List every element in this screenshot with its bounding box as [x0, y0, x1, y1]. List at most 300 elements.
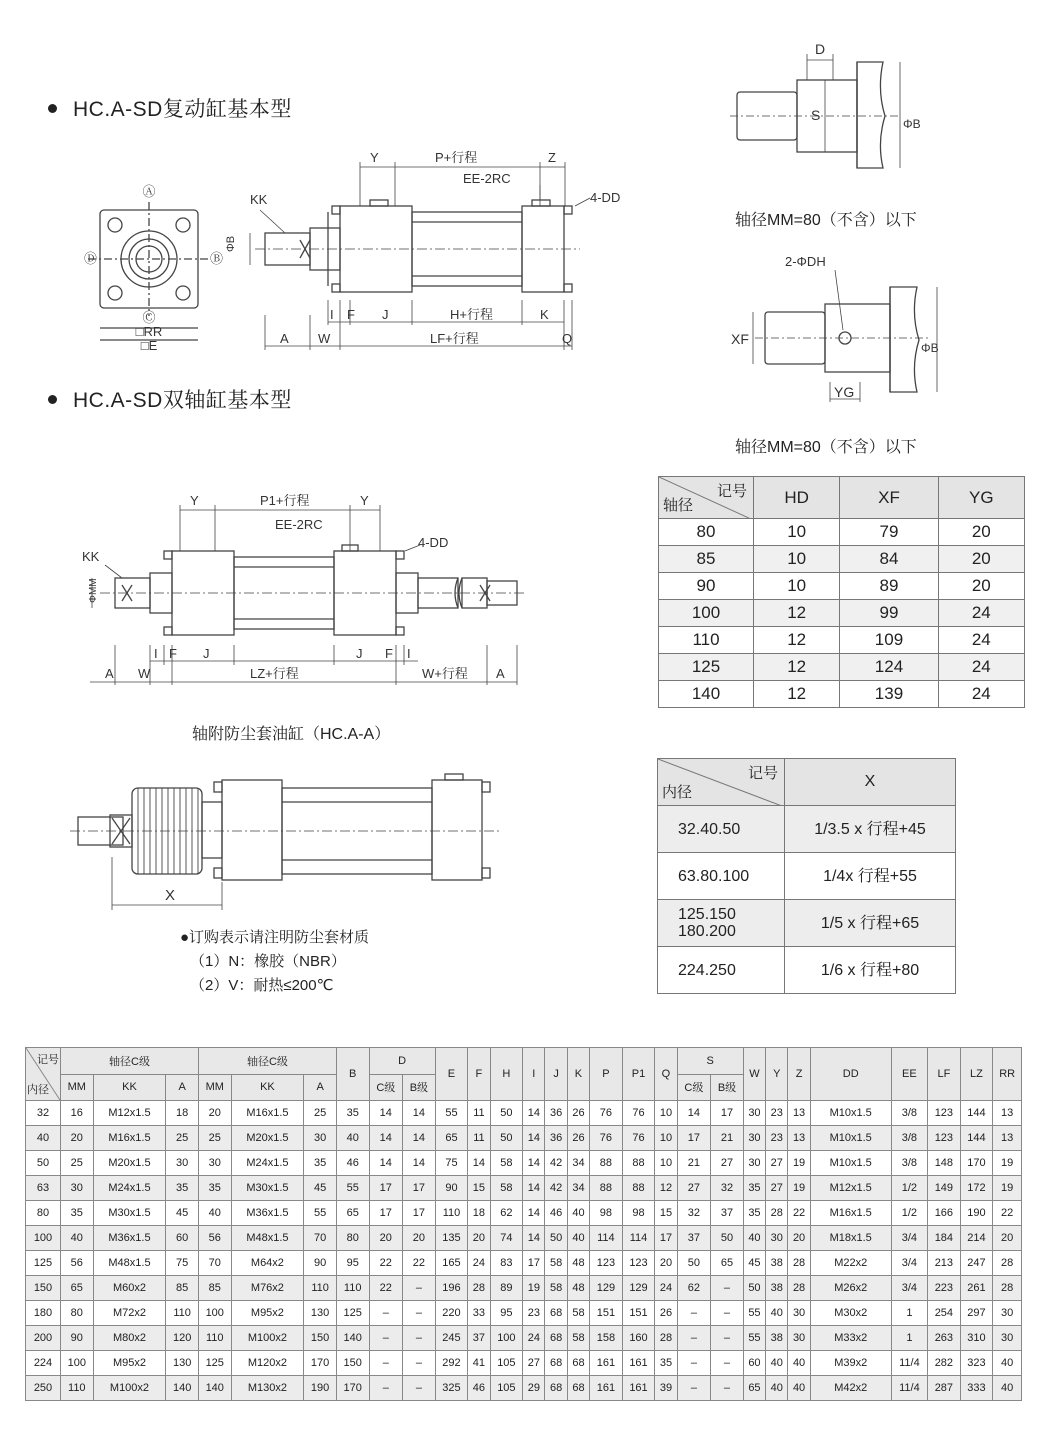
table-corner: 记号 内径	[658, 759, 785, 806]
table-cell: 110	[166, 1301, 199, 1326]
col-b: B	[336, 1048, 369, 1101]
table-cell: M22x2	[810, 1251, 891, 1276]
table-cell: 17	[403, 1176, 436, 1201]
label-circ-a: Ⓐ	[142, 184, 156, 199]
table-cell: 95	[490, 1301, 523, 1326]
table-cell: 65	[336, 1201, 369, 1226]
table-cell: 45	[304, 1176, 337, 1201]
table-cell: 28	[766, 1201, 788, 1226]
table-cell: M60x2	[93, 1276, 166, 1301]
table-cell: 40	[567, 1201, 589, 1226]
col-p1: P1	[622, 1048, 655, 1101]
table-cell: 130	[166, 1351, 199, 1376]
table-cell: 158	[590, 1326, 623, 1351]
table-cell: 80	[659, 519, 754, 546]
table-cell: 55	[435, 1101, 468, 1126]
table-cell: 28	[788, 1276, 810, 1301]
table-cell: 40	[26, 1126, 61, 1151]
table-cell: 125	[198, 1351, 231, 1376]
table-cell: 17	[677, 1126, 711, 1151]
table-cell: 88	[622, 1151, 655, 1176]
table-cell: 1	[891, 1326, 927, 1351]
table-cell: –	[711, 1376, 744, 1401]
table-cell: 50	[743, 1276, 765, 1301]
table-cell: 20	[61, 1126, 94, 1151]
table-cell: 38	[766, 1326, 788, 1351]
table-cell: 100	[198, 1301, 231, 1326]
table-cell: 41	[468, 1351, 490, 1376]
table-cell: 11/4	[891, 1376, 927, 1401]
table-cell: 65	[743, 1376, 765, 1401]
table-row	[26, 1301, 1022, 1326]
table-cell: 26	[567, 1101, 589, 1126]
table-cell: 95	[336, 1251, 369, 1276]
table-cell: 13	[993, 1101, 1022, 1126]
label-i2: I	[407, 646, 411, 661]
label-ee: EE-2RC	[463, 171, 511, 186]
label-a1: A	[105, 666, 114, 681]
table-cell: 261	[960, 1276, 993, 1301]
table-cell: 151	[622, 1301, 655, 1326]
table-cell: 23	[523, 1301, 545, 1326]
table-cell: 17	[403, 1201, 436, 1226]
table-cell: 35	[198, 1176, 231, 1201]
bullet-icon	[48, 104, 57, 113]
table-cell: 100	[659, 600, 754, 627]
table-cell: 250	[26, 1376, 61, 1401]
label-y2: Y	[360, 493, 369, 508]
table-cell: 68	[545, 1301, 567, 1326]
table-cell: 35	[304, 1151, 337, 1176]
header-x: X	[785, 759, 956, 806]
table-cell: M95x2	[231, 1301, 304, 1326]
table-cell: 27	[523, 1351, 545, 1376]
table-cell: M12x1.5	[810, 1176, 891, 1201]
table-cell: 60	[166, 1226, 199, 1251]
table-cell: 1	[891, 1301, 927, 1326]
sub-mm: MM	[198, 1074, 231, 1101]
double-acting-cylinder-drawing	[70, 140, 640, 365]
table-cell: M130x2	[231, 1376, 304, 1401]
table-cell: 88	[622, 1176, 655, 1201]
table-cell: 58	[567, 1301, 589, 1326]
table-cell: 11	[468, 1126, 490, 1151]
table-cell: 13	[788, 1101, 810, 1126]
table-cell: 28	[993, 1276, 1022, 1301]
table-cell: 90	[659, 573, 754, 600]
label-z: Z	[548, 150, 556, 165]
table-cell: M80x2	[93, 1326, 166, 1351]
table-cell: 58	[490, 1176, 523, 1201]
table-cell: M48x1.5	[93, 1251, 166, 1276]
table-cell: 3/4	[891, 1276, 927, 1301]
table-cell: M64x2	[231, 1251, 304, 1276]
table-cell: 110	[435, 1201, 468, 1226]
table-cell: 161	[590, 1351, 623, 1376]
table-cell: 100	[26, 1226, 61, 1251]
table-cell: M100x2	[93, 1376, 166, 1401]
table-cell: 89	[490, 1276, 523, 1301]
table-cell: 56	[61, 1251, 94, 1276]
table-cell: 263	[928, 1326, 961, 1351]
table-cell: 292	[435, 1351, 468, 1376]
label-a2: A	[496, 666, 505, 681]
table-cell: 160	[622, 1326, 655, 1351]
table-cell: –	[369, 1351, 403, 1376]
table-cell: 184	[928, 1226, 961, 1251]
table-cell: 55	[743, 1301, 765, 1326]
table-cell: 14	[677, 1101, 711, 1126]
table-cell: 35	[166, 1176, 199, 1201]
table-cell: 21	[711, 1126, 744, 1151]
table-cell: 40	[993, 1376, 1022, 1401]
label-s: S	[811, 107, 821, 123]
table-cell: 17	[523, 1251, 545, 1276]
table-cell: 14	[468, 1151, 490, 1176]
sub-kk: KK	[93, 1074, 166, 1101]
label-lz-stroke: LZ+行程	[250, 666, 299, 681]
table-cell: 28	[788, 1251, 810, 1276]
table-cell: 14	[369, 1101, 403, 1126]
table-cell: 19	[523, 1276, 545, 1301]
label-phi-b: ΦB	[903, 117, 921, 131]
table-cell: M20x1.5	[231, 1126, 304, 1151]
table-cell: –	[677, 1301, 711, 1326]
table-row	[659, 627, 1025, 654]
table-cell: 14	[523, 1226, 545, 1251]
label-h-stroke: H+行程	[450, 307, 493, 322]
label-circ-b: Ⓑ	[210, 251, 224, 266]
rod-caption-2: 轴径MM=80（不含）以下	[735, 439, 917, 456]
table-cell: M33x2	[810, 1326, 891, 1351]
table-cell: 105	[490, 1376, 523, 1401]
table-cell: 20	[938, 546, 1024, 573]
table-cell: 85	[659, 546, 754, 573]
table-cell: 30	[788, 1301, 810, 1326]
table-cell: –	[677, 1351, 711, 1376]
table-cell: 70	[304, 1226, 337, 1251]
table-row	[658, 947, 956, 994]
group-d: D	[369, 1048, 435, 1075]
label-ee: EE-2RC	[275, 517, 323, 532]
table-cell: M36x1.5	[231, 1201, 304, 1226]
table-cell: 17	[369, 1176, 403, 1201]
table-cell: 68	[567, 1376, 589, 1401]
label-circ-c: Ⓒ	[142, 310, 156, 325]
table-cell: 46	[545, 1201, 567, 1226]
table-cell: 90	[304, 1251, 337, 1276]
table-cell: 32.40.50	[658, 806, 785, 853]
sub-c: C级	[677, 1074, 711, 1101]
table-cell: 297	[960, 1301, 993, 1326]
table-cell: 83	[490, 1251, 523, 1276]
table-cell: 14	[523, 1151, 545, 1176]
table-cell: 20	[788, 1226, 810, 1251]
col-h: H	[490, 1048, 523, 1101]
label-circ-d: Ⓓ	[84, 251, 98, 266]
label-i1: I	[154, 646, 158, 661]
table-cell: 12	[754, 681, 840, 708]
table-cell: –	[403, 1351, 436, 1376]
table-cell: –	[711, 1276, 744, 1301]
table-cell: 20	[198, 1101, 231, 1126]
label-lf-stroke: LF+行程	[430, 331, 479, 346]
label-f: F	[347, 307, 355, 322]
table-cell: 46	[468, 1376, 490, 1401]
table-cell: M95x2	[93, 1351, 166, 1376]
col-f: F	[468, 1048, 490, 1101]
table-cell: 22	[788, 1201, 810, 1226]
table-cell: –	[403, 1376, 436, 1401]
table-row	[26, 1326, 1022, 1351]
sub-kk: KK	[231, 1074, 304, 1101]
table-cell: 139	[840, 681, 938, 708]
table-cell: 150	[304, 1326, 337, 1351]
table-cell: 58	[545, 1251, 567, 1276]
table-cell: 68	[545, 1351, 567, 1376]
table-cell: 125	[26, 1251, 61, 1276]
table-cell: 109	[840, 627, 938, 654]
table-cell: 3/4	[891, 1226, 927, 1251]
table-cell: 40	[567, 1226, 589, 1251]
table-cell: 56	[198, 1226, 231, 1251]
bullet-icon	[48, 395, 57, 404]
table-cell: 170	[304, 1351, 337, 1376]
table-cell: 140	[166, 1376, 199, 1401]
col-w: W	[743, 1048, 765, 1101]
table-cell: 29	[523, 1376, 545, 1401]
table-row	[658, 900, 956, 947]
table-cell: 14	[369, 1151, 403, 1176]
label-dh: 2-ΦDH	[785, 254, 826, 269]
table-cell: 151	[590, 1301, 623, 1326]
notes-line1: （1）N：橡胶（NBR）	[190, 953, 346, 970]
table-cell: 28	[468, 1276, 490, 1301]
label-p1-stroke: P1+行程	[260, 493, 310, 508]
table-cell: 76	[590, 1126, 623, 1151]
table-cell: 19	[788, 1176, 810, 1201]
table-cell: M39x2	[810, 1351, 891, 1376]
table-cell: –	[677, 1326, 711, 1351]
table-cell: 35	[743, 1201, 765, 1226]
label-phi-b: ΦB	[225, 235, 237, 252]
table-cell: 30	[743, 1101, 765, 1126]
table-cell: 16	[61, 1101, 94, 1126]
table-cell: 85	[166, 1276, 199, 1301]
table-cell: 172	[960, 1176, 993, 1201]
col-q: Q	[655, 1048, 677, 1101]
table-row	[26, 1376, 1022, 1401]
header-xf: XF	[840, 477, 938, 519]
table-cell: 11	[468, 1101, 490, 1126]
table-row	[659, 573, 1025, 600]
table-cell: 80	[336, 1226, 369, 1251]
table-cell: 34	[567, 1176, 589, 1201]
table-cell: 190	[960, 1201, 993, 1226]
sub-b: B级	[711, 1074, 744, 1101]
col-lf: LF	[928, 1048, 961, 1101]
table-cell: 110	[61, 1376, 94, 1401]
table-cell: 24	[938, 600, 1024, 627]
label-dd: 4-DD	[418, 535, 449, 550]
table-cell: M10x1.5	[810, 1101, 891, 1126]
table-cell: M120x2	[231, 1351, 304, 1376]
rod-detail-2-drawing	[725, 252, 945, 412]
table-cell: 123	[928, 1101, 961, 1126]
table-cell: 123	[928, 1126, 961, 1151]
table-cell: 310	[960, 1326, 993, 1351]
table-cell: 35	[336, 1101, 369, 1126]
table-cell: 30	[166, 1151, 199, 1176]
table-cell: 30	[198, 1151, 231, 1176]
table-cell: M48x1.5	[231, 1226, 304, 1251]
table-cell: 34	[567, 1151, 589, 1176]
table-row	[26, 1126, 1022, 1151]
table-cell: 254	[928, 1301, 961, 1326]
table-cell: 17	[711, 1101, 744, 1126]
table-cell: 38	[766, 1276, 788, 1301]
table-cell: 63	[26, 1176, 61, 1201]
table-cell: 1/2	[891, 1176, 927, 1201]
table-cell: 287	[928, 1376, 961, 1401]
table-cell: 42	[545, 1176, 567, 1201]
table-cell: 323	[960, 1351, 993, 1376]
table-cell: 89	[840, 573, 938, 600]
table-cell: 76	[590, 1101, 623, 1126]
table-cell: 14	[523, 1101, 545, 1126]
label-j: J	[382, 307, 389, 322]
table-cell: 148	[928, 1151, 961, 1176]
table-cell: 37	[468, 1326, 490, 1351]
table-cell: 15	[655, 1201, 677, 1226]
col-j: J	[545, 1048, 567, 1101]
table-cell: 22	[993, 1201, 1022, 1226]
table-cell: M26x2	[810, 1276, 891, 1301]
table-cell: 110	[304, 1276, 337, 1301]
table-cell: 161	[590, 1376, 623, 1401]
table-cell: 88	[590, 1151, 623, 1176]
table-cell: 28	[655, 1326, 677, 1351]
notes-title: ●订购表示请注明防尘套材质	[180, 929, 370, 946]
section1-title: HC.A-SD复动缸基本型	[73, 98, 292, 121]
table-cell: M10x1.5	[810, 1151, 891, 1176]
group-s: S	[677, 1048, 743, 1075]
table-cell: 68	[545, 1326, 567, 1351]
col-ee: EE	[891, 1048, 927, 1101]
label-yg: YG	[834, 384, 855, 400]
label-f2: F	[385, 646, 393, 661]
table-cell: 85	[198, 1276, 231, 1301]
table-cell: 68	[567, 1351, 589, 1376]
table-cell: 50	[711, 1226, 744, 1251]
label-k: K	[540, 307, 549, 322]
table-cell: 27	[677, 1176, 711, 1201]
table-cell: 13	[993, 1126, 1022, 1151]
table-cell: 36	[545, 1126, 567, 1151]
sub-mm: MM	[61, 1074, 94, 1101]
table-row	[26, 1176, 1022, 1201]
table-row	[659, 681, 1025, 708]
table-cell: 40	[198, 1201, 231, 1226]
table-cell: 333	[960, 1376, 993, 1401]
table-cell: 14	[523, 1201, 545, 1226]
table-cell: 165	[435, 1251, 468, 1276]
table-cell: 80	[61, 1301, 94, 1326]
table-cell: 19	[788, 1151, 810, 1176]
table-cell: 247	[960, 1251, 993, 1276]
label-w: W	[318, 331, 331, 346]
table-cell: 42	[545, 1151, 567, 1176]
table-cell: M24x1.5	[93, 1176, 166, 1201]
table-cell: 48	[567, 1251, 589, 1276]
rod-caption-1: 轴径MM=80（不含）以下	[735, 212, 917, 229]
table-cell: 36	[545, 1101, 567, 1126]
table-cell: 40	[766, 1351, 788, 1376]
table-cell: 30	[743, 1151, 765, 1176]
table-cell: 32	[711, 1176, 744, 1201]
table-cell: 3/8	[891, 1151, 927, 1176]
table-cell: 37	[677, 1226, 711, 1251]
table-row	[659, 519, 1025, 546]
table-cell: 105	[490, 1351, 523, 1376]
col-rr: RR	[993, 1048, 1022, 1101]
table-cell: 161	[622, 1376, 655, 1401]
table-cell: 14	[523, 1126, 545, 1151]
table-cell: 30	[766, 1226, 788, 1251]
col-lz: LZ	[960, 1048, 993, 1101]
table-cell: 25	[304, 1101, 337, 1126]
label-d: D	[815, 41, 826, 57]
label-f1: F	[169, 646, 177, 661]
table-cell: 10	[754, 573, 840, 600]
table-cell: 50	[677, 1251, 711, 1276]
table-row	[658, 806, 956, 853]
table-cell: 214	[960, 1226, 993, 1251]
table-cell: 20	[369, 1226, 403, 1251]
table-cell: 20	[403, 1226, 436, 1251]
table-cell: 140	[198, 1376, 231, 1401]
table-corner: 记号 内径	[26, 1048, 61, 1101]
table-cell: 135	[435, 1226, 468, 1251]
table-cell: 224	[26, 1351, 61, 1376]
table-row	[26, 1201, 1022, 1226]
table-cell: 99	[840, 600, 938, 627]
table-cell: 18	[166, 1101, 199, 1126]
table-cell: 84	[840, 546, 938, 573]
table-cell: 20	[938, 573, 1024, 600]
table-cell: 60	[743, 1351, 765, 1376]
table-cell: 98	[622, 1201, 655, 1226]
group-c1: 轴径C级	[61, 1048, 199, 1075]
table-row	[659, 654, 1025, 681]
table-cell: 125	[659, 654, 754, 681]
table-cell: 124	[840, 654, 938, 681]
table-cell: 161	[622, 1351, 655, 1376]
dust-cover-x-table	[657, 758, 956, 994]
table-cell: M100x2	[231, 1326, 304, 1351]
table-cell: M16x1.5	[810, 1201, 891, 1226]
table-cell: 170	[960, 1151, 993, 1176]
table-cell: 32	[26, 1101, 61, 1126]
table-cell: 224.250	[658, 947, 785, 994]
table-row	[658, 853, 956, 900]
table-cell: 58	[567, 1326, 589, 1351]
table-cell: 150	[336, 1351, 369, 1376]
table-cell: 80	[26, 1201, 61, 1226]
table-cell: 32	[677, 1201, 711, 1226]
table-cell: 39	[655, 1376, 677, 1401]
header-hd: HD	[754, 477, 840, 519]
